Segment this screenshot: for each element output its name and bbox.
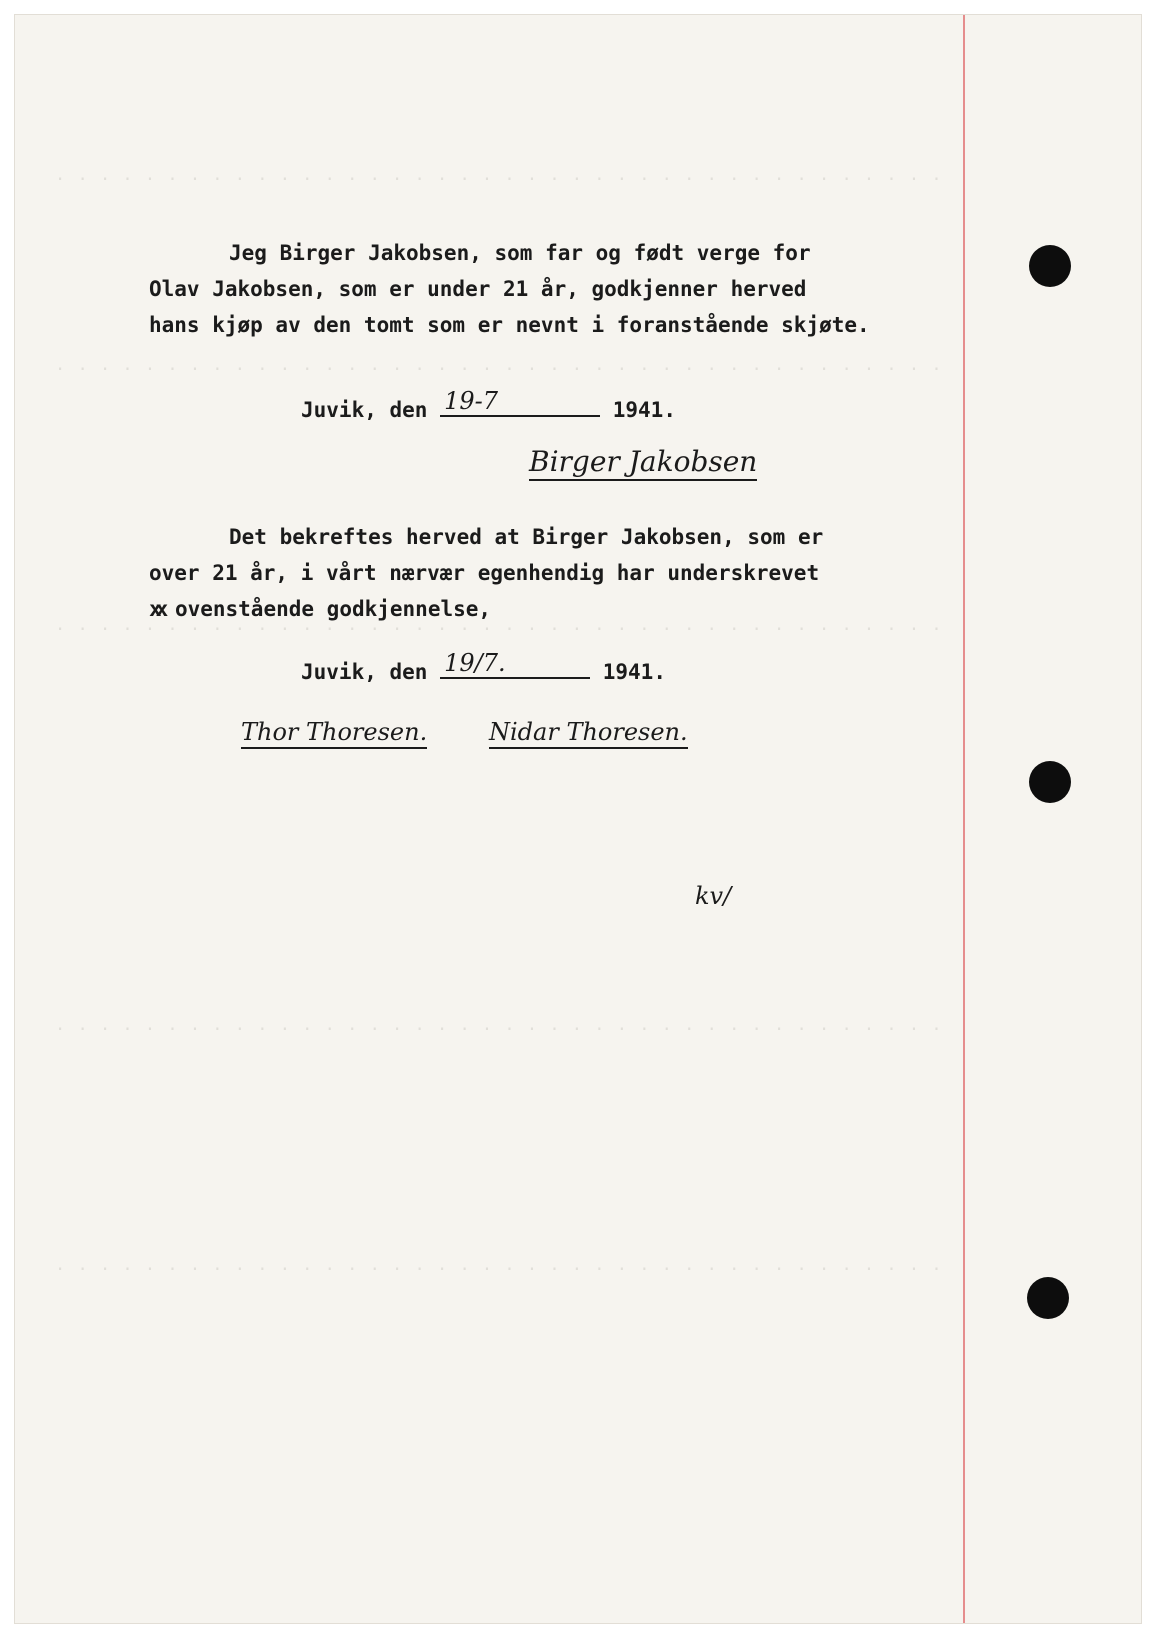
date-fill-line: [440, 649, 590, 679]
witness-signature-2: Nidar Thoresen.: [489, 717, 688, 749]
date-prefix: Juvik, den: [301, 660, 428, 684]
margin-rule: [963, 15, 965, 1623]
punch-hole: [1029, 761, 1071, 803]
punch-hole: [1027, 1277, 1069, 1319]
date-year: 1941.: [612, 398, 676, 422]
date-year: 1941.: [602, 660, 666, 684]
date-fill-line: [440, 387, 600, 417]
date-line-1: [301, 387, 676, 422]
paragraph1-line1: Jeg Birger Jakobsen, som far og født verge for: [229, 241, 811, 265]
handwritten-date: 19-7: [444, 387, 499, 415]
paragraph2-line2: over 21 år, i vårt nærvær egenhendig har underskrevet: [149, 561, 820, 585]
paragraph2-line1: Det bekreftes herved at Birger Jakobsen, som er: [229, 525, 824, 549]
bleed-through-text: . . . . . . . . . . . . . . . . . . . . . . . . . . . . . . . . . . . . . . . .: [55, 615, 943, 635]
witness-signature-1: Thor Thoresen.: [241, 717, 427, 749]
bleed-through-text: . . . . . . . . . . . . . . . . . . . . . . . . . . . . . . . . . . . . . . . .: [55, 1255, 943, 1275]
bleed-through-text: . . . . . . . . . . . . . . . . . . . . . . . . . . . . . . . . . . . . . . . .: [55, 355, 943, 375]
handwritten-initials: kv/: [695, 882, 732, 910]
bleed-through-text: . . . . . . . . . . . . . . . . . . . . . . . . . . . . . . . . . . . . . . . .: [55, 165, 943, 185]
document-page: [14, 14, 1142, 1624]
struck-out-characters: xx: [149, 597, 163, 621]
paragraph2-line3: [149, 597, 491, 621]
date-line-2: [301, 649, 666, 684]
paragraph2-line3-text: ovenstående godkjennelse,: [174, 597, 492, 621]
signature-birger-jakobsen: Birger Jakobsen: [529, 445, 757, 481]
handwritten-date: 19/7.: [444, 649, 506, 677]
bleed-through-text: . . . . . . . . . . . . . . . . . . . . . . . . . . . . . . . . . . . . . . . .: [55, 1015, 943, 1035]
paragraph1-line3: hans kjøp av den tomt som er nevnt i foranstående skjøte.: [149, 313, 870, 337]
punch-hole: [1029, 245, 1071, 287]
paragraph1-line2: Olav Jakobsen, som er under 21 år, godkjenner herved: [149, 277, 807, 301]
date-prefix: Juvik, den: [301, 398, 428, 422]
